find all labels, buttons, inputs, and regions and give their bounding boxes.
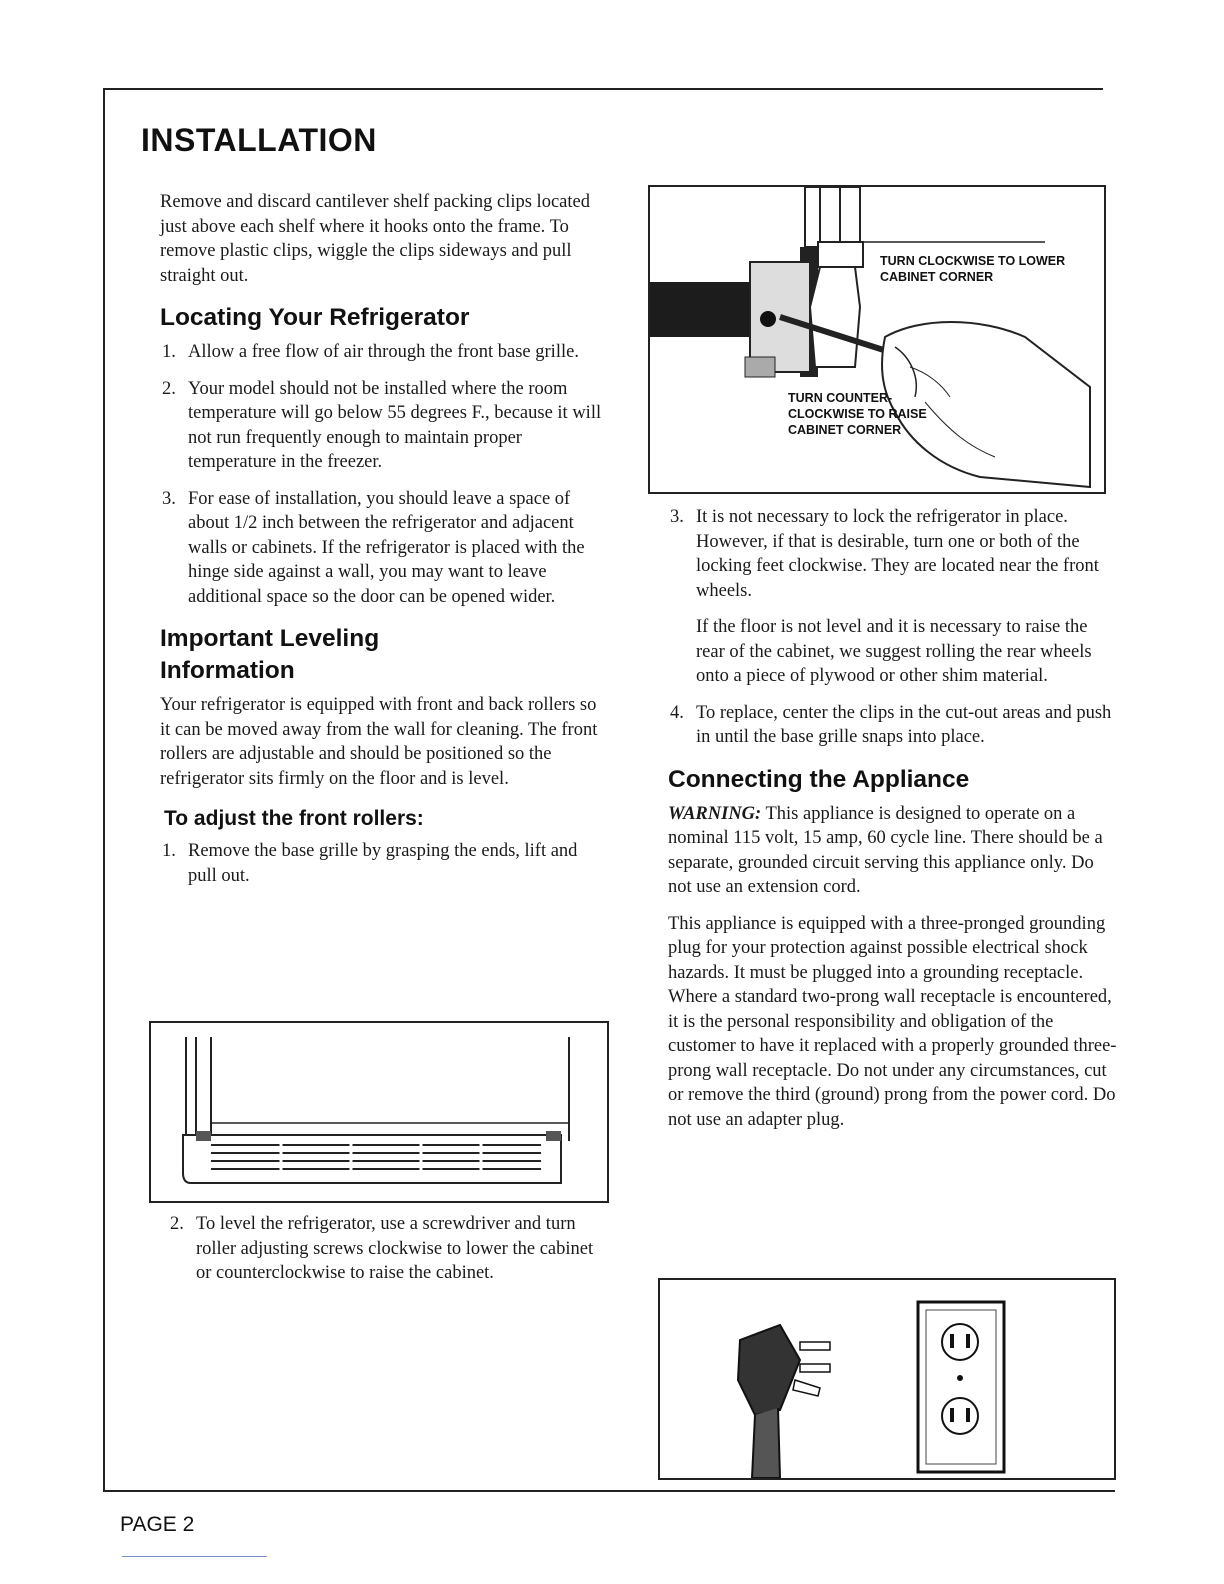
adjust-list-part2	[668, 505, 1118, 750]
page-title: INSTALLATION	[141, 122, 377, 158]
leveling-paragraph: Your refrigerator is equipped with front and back rollers so it can be moved away from the wall for cleaning. The front rollers are adjustable and should be positioned so the refrigerator sits firmly on the floor and is level.	[160, 695, 598, 789]
left-column	[160, 190, 610, 900]
leveling-heading: Important Leveling Information	[160, 625, 380, 684]
intro-paragraph: Remove and discard cantilever shelf packing clips located just above each shelf where it hooks onto the frame. To remove plastic clips, wiggle the clips sideways and pull straight out.	[160, 192, 590, 286]
page-number: PAGE 2	[120, 1513, 195, 1536]
list-item: 3. It is not necessary to lock the refrigerator in place. However, if that is desirable, turn one or both of the locking feet clockwise. They are located near the front wheels. If the floor is not level and it is necessary to raise the rear of the cabinet, we suggest rolling the rear wheels onto a piece of plywood or other shim material.	[670, 507, 1099, 686]
callout-raise: TURN COUNTER-CLOCKWISE TO RAISE CABINET CORNER	[788, 391, 927, 437]
adjust-heading: To adjust the front rollers:	[164, 807, 424, 830]
step2-block	[168, 1212, 600, 1298]
list-item: 1. Allow a free flow of air through the front base grille.	[162, 342, 579, 362]
connecting-heading: Connecting the Appliance	[668, 765, 970, 793]
list-item: 2. Your model should not be installed where the room temperature will go below 55 degrees F., because it will not run frequently enough to maintain proper temperature in the freezer.	[162, 378, 602, 472]
base-grille-figure	[149, 1021, 609, 1203]
right-column	[668, 505, 1118, 1144]
list-item: 4. To replace, center the clips in the cut-out areas and push in until the base grille snaps into place.	[670, 702, 1112, 747]
grille-illustration	[151, 1023, 607, 1201]
locating-list	[160, 340, 610, 609]
bottom-underline	[122, 1556, 267, 1557]
warning-paragraph: WARNING: This appliance is designed to operate on a nominal 115 volt, 15 amp, 60 cycle line. There should be a separate, grounded circuit serving this appliance only. Do not use an extension cord.	[668, 803, 1103, 897]
roller-adjustment-figure	[648, 185, 1106, 494]
plug-illustration	[660, 1280, 1114, 1478]
roller-illustration	[650, 187, 1104, 492]
plug-receptacle-figure	[658, 1278, 1116, 1480]
warning-label: WARNING:	[668, 803, 762, 824]
left-rule	[103, 88, 105, 1490]
locating-heading: Locating Your Refrigerator	[160, 304, 470, 331]
list-item: 3. For ease of installation, you should leave a space of about 1/2 inch between the refrigerator and adjacent walls or cabinets. If the refrigerator is placed with the hinge side against a wall, you may want to leave additional space so the door can be opened wider.	[162, 488, 585, 607]
list-item: 2. To level the refrigerator, use a screwdriver and turn roller adjusting screws clockwise to lower the cabinet or counterclockwise to raise the cabinet.	[170, 1214, 594, 1283]
adjust-list-part1	[160, 839, 610, 888]
callout-lower: TURN CLOCKWISE TO LOWER CABINET CORNER	[880, 254, 1066, 284]
grounding-paragraph: This appliance is equipped with a three-pronged grounding plug for your protection against possible electrical shock hazards. It must be plugged into a grounding receptacle. Where a standard two-prong wall receptacle is encountered, it is the personal responsibility and obligation of the customer to have it replaced with a properly grounded three-prong wall receptacle. Do not under any circumstances, cut or remove the third (ground) prong from the power cord. Do not use an adapter plug.	[668, 913, 1117, 1130]
top-rule	[103, 88, 1103, 90]
bottom-rule	[103, 1490, 1115, 1492]
list-item: 1. Remove the base grille by grasping the ends, lift and pull out.	[162, 841, 578, 886]
